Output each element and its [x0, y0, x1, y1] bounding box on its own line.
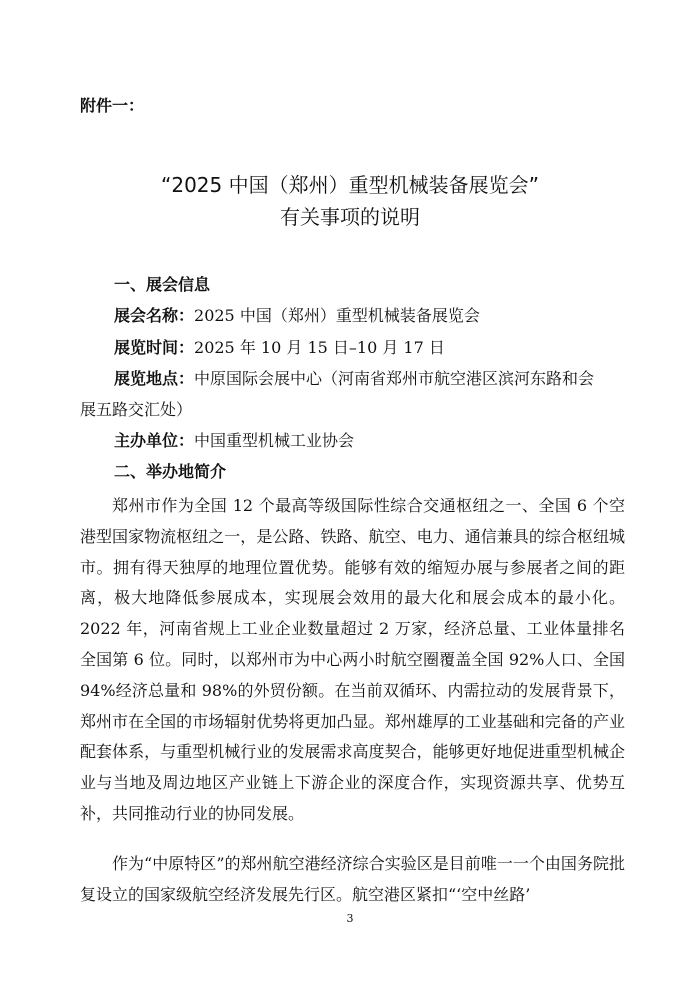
- organizer-row: [114, 431, 624, 451]
- document-title-line2: 有关事项的说明: [280, 205, 420, 229]
- section-heading-host-city: 二、举办地简介: [114, 462, 227, 481]
- exhibition-name-value: 2025 中国（郑州）重型机械装备展览会: [194, 306, 480, 325]
- document-title-line1: “2025 中国（郑州）重型机械装备展览会”: [161, 173, 539, 197]
- section-heading-exhibition-info: 一、展会信息: [114, 275, 211, 294]
- exhibition-time-row: [114, 338, 624, 358]
- host-city-paragraph-2: 作为“中原特区”的郑州航空港经济综合实验区是目前唯一一个由国务院批复设立的国家级航空经济发展先行区。航空港区紧扣“‘空中丝路’: [80, 854, 625, 904]
- exhibition-time-value: 2025 年 10 月 15 日–10 月 17 日: [194, 338, 445, 357]
- host-city-paragraph-1: 郑州市作为全国 12 个最高等级国际性综合交通枢纽之一、全国 6 个空港型国家物流枢纽之一，是公路、铁路、航空、电力、通信兼具的综合枢纽城市。拥有得天独厚的地理位置优势。能够有效的缩短办展与参展者之间的距离，极大地降低参展成本，实现展会效用的最大化和展会成本的最小化。2022 年，河南省规上工业企业数量超过 2 万家，经济总量、工业体量排名全国第 6 位。同时，以郑州市为中心两小时航空圈覆盖全国 92%人口、全国 94%经济总量和 98%的外贸份额。在当前双循环、内需拉动的发展背景下，郑州市在全国的市场辐射优势将更加凸显。郑州雄厚的工业基础和完备的产业配套体系，与重型机械行业的发展需求高度契合，能够更好地促进重型机械企业与当地及周边地区产业链上下游企业的深度合作，实现资源共享、优势互补，共同推动行业的协同发展。: [80, 496, 625, 823]
- exhibition-venue-value-continued: 展五路交汇处）: [80, 400, 193, 419]
- exhibition-name-row: [114, 306, 624, 326]
- organizer-label: 主办单位：: [114, 431, 195, 450]
- organizer-value: 中国重型机械工业协会: [194, 431, 355, 450]
- page-number: 3: [346, 912, 354, 925]
- exhibition-name-label: 展会名称：: [114, 306, 195, 325]
- exhibition-venue-label: 展览地点：: [114, 369, 195, 388]
- attachment-label: 附件一：: [80, 96, 145, 115]
- exhibition-venue-row: [114, 369, 624, 389]
- exhibition-time-label: 展览时间：: [114, 338, 195, 357]
- exhibition-venue-value: 中原国际会展中心（河南省郑州市航空港区滨河东路和会: [194, 369, 595, 388]
